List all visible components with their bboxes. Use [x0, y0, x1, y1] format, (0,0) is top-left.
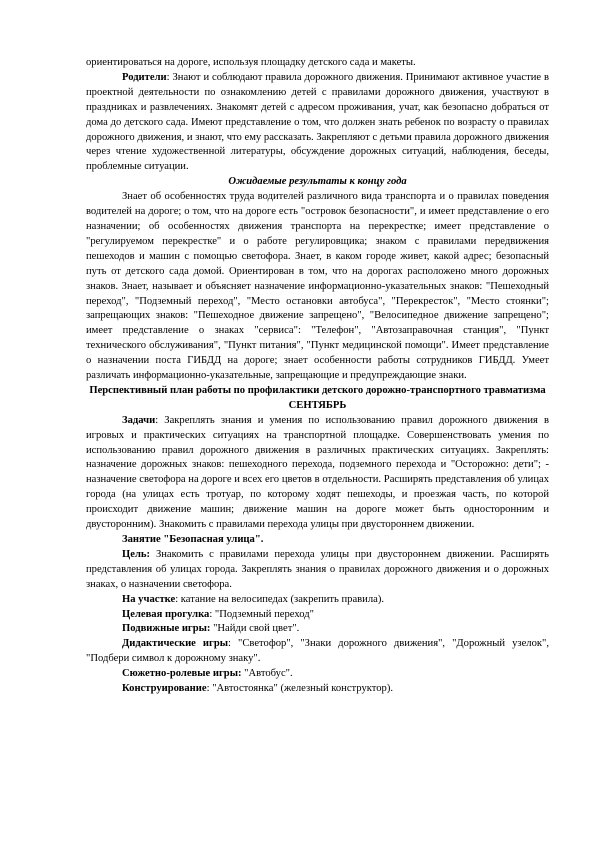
label-role-games: Сюжетно-ролевые игры: — [122, 668, 242, 680]
text-didactic-games: : "Светофор", "Знаки дорожного движения", "Дорожный узелок", "Подбери символ к дорожному знаку". — [86, 638, 549, 665]
text-outdoor-games: "Найди свой цвет". — [210, 623, 300, 635]
lesson-title: Занятие "Безопасная улица". — [122, 534, 264, 545]
paragraph-role-games — [86, 667, 549, 682]
label-parents: Родители — [122, 71, 167, 83]
heading-expected-results: Ожидаемые результаты к концу года — [228, 176, 407, 188]
paragraph-construction — [86, 682, 549, 697]
text-construction: : "Автостоянка" (железный конструктор). — [206, 683, 394, 695]
paragraph-intro: ориентироваться на дороге, используя площадку детского сада и макеты. — [86, 57, 416, 68]
heading-month: СЕНТЯБРЬ — [288, 399, 347, 411]
label-didactic-games: Дидактические игры — [122, 638, 229, 650]
text-walk: : "Подземный переход" — [209, 608, 314, 620]
label-goal: Цель: — [122, 548, 151, 560]
text-goal: Знакомить с правилами перехода улицы при двустороннем движении. Расширять представления об улицах города. Закреплять знания о правилах дорожного движения и о дорожных знаках, о назначении светофора. — [86, 548, 549, 590]
text-role-games: "Автобус". — [241, 668, 293, 680]
label-walk: Целевая прогулка — [122, 608, 210, 620]
text-tasks: : Закреплять знания и умения по использованию правил дорожного движения в игровых и практических ситуациях на транспортной площадке. Совершенствовать умения по использованию правил дорожного движения в различных практических ситуациях. Закреплять: назначение дорожных знаков: пешеходного перехода, подземного перехода и "Осторожно: дети"; - назначение светофора на дороге и всех его цветов в отдельности. Расширять представления об улицах города (на улицах есть тротуар, по которому ходят пешеходы, и проезжая часть, по которой происходит движение машин; движение машин на дороге может быть односторонним и двусторонним). Знакомить с правилами перехода улицы при двустороннем движении. — [86, 414, 549, 531]
label-outdoor-games: Подвижные игры: — [122, 623, 211, 635]
paragraph-walk — [86, 608, 549, 623]
label-tasks: Задачи — [122, 414, 156, 426]
paragraph-on-site — [86, 593, 549, 608]
label-on-site: На участке — [122, 593, 176, 605]
paragraph-didactic-games — [86, 637, 549, 667]
paragraph-goal — [86, 548, 549, 593]
paragraph-lesson-title — [86, 533, 549, 548]
heading-plan: Перспективный план работы по профилактики детского дорожно-транспортного травматизма — [89, 384, 546, 396]
paragraph-expected-results: Знает об особенностях труда водителей различного вида транспорта и о правилах поведения водителей на дороге; о том, что на дороге есть "островок безопасности", и имеет представление о его назначении; об особенностях движения транспорта на перекрестке; имеет представление о "регулируемом перекрестке" и о работе регулировщика; знаком с правилами передвижения пешеходов и машин с помощью светофора. Знает, в каком городе живет, какой адрес; безопасный путь от детского сада домой. Ориентирован в том, что на дорогах расположено много дорожных знаков. Знает, называет и объясняет назначение информационно-указательных знаков: "Пешеходный переход", "Подземный переход", "Место остановки автобуса", "Перекресток", "Место стоянки"; запрещающих знаков: "Пешеходное движение запрещено", "Велосипедное движение запрещено"; имеет представление о знаках "сервиса": "Телефон", "Автозаправочная станция", "Пункт технического обслуживания", "Пункт питания", "Пункт медицинской помощи". Имеет представление о назначении поста ГИБДД на дороге; знает особенности работы сотрудников ГИБДД. Умеет различать информационно-указательные, запрещающие и предупреждающие знаки. — [86, 191, 549, 382]
label-construction: Конструирование — [122, 683, 207, 695]
paragraph-outdoor-games — [86, 622, 549, 637]
text-parents: : Знают и соблюдают правила дорожного движения. Принимают активное участие в проектной деятельности по ознакомлению детей с правилами дорожного движения, участвуют в праздниках и развлечениях. Знакомят детей с адресом проживания, учат, как безопасно добраться от дома до детского сада. Имеют представление о том, что должен знать ребенок по возрасту о правилах дорожного движения, и знают, что ему рассказать. Закрепляют с детьми правила дорожного движения через чтение художественной литературы, обсуждение дорожных ситуаций, наблюдения, беседы, проблемные ситуации. — [86, 71, 549, 173]
text-on-site: : катание на велосипедах (закрепить правила). — [175, 593, 385, 605]
paragraph-parents — [86, 71, 549, 175]
paragraph-tasks — [86, 414, 549, 533]
